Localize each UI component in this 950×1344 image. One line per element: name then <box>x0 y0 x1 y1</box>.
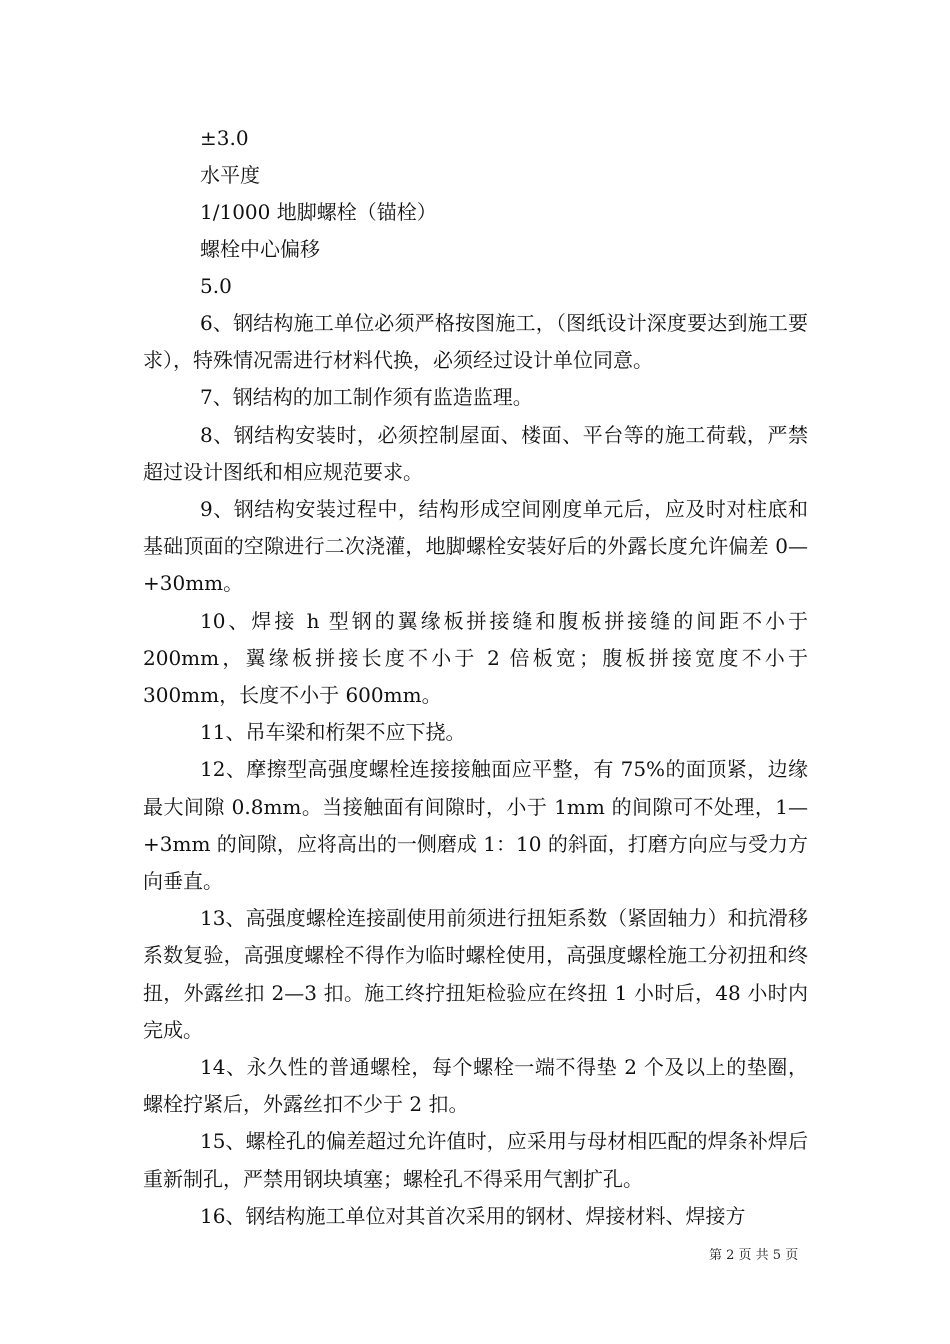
paragraph-9: 9、钢结构安装过程中，结构形成空间刚度单元后，应及时对柱底和基础顶面的空隙进行二次浇灌，地脚螺栓安装好后的外露长度允许偏差 0—+30mm。 <box>143 497 808 596</box>
paragraph-12: 12、摩擦型高强度螺栓连接接触面应平整，有 75%的面顶紧，边缘最大间隙 0.8mm。当接触面有间隙时，小于 1mm 的间隙可不处理，1—+3mm 的间隙，应将高出的一侧磨成 1：10 的斜面，打磨方向应与受力方向垂直。 <box>143 757 808 894</box>
table-cell-bolt-offset: 螺栓中心偏移 <box>200 237 320 261</box>
paragraph-7: 7、钢结构的加工制作须有监造监理。 <box>200 385 533 410</box>
table-cell-levelness: 水平度 <box>200 163 260 187</box>
paragraph-16: 16、钢结构施工单位对其首次采用的钢材、焊接材料、焊接方 <box>200 1203 746 1228</box>
paragraph-10: 10、焊接 h 型钢的翼缘板拼接缝和腹板拼接缝的间距不小于 200mm，翼缘板拼接长度不小于 2 倍板宽；腹板拼接宽度不小于 300mm，长度不小于 600mm。 <box>143 608 808 708</box>
page-number-footer: 第 2 页 共 5 页 <box>709 1248 799 1263</box>
page-body <box>143 120 808 1235</box>
paragraph-6: 6、钢结构施工单位必须严格按图施工，（图纸设计深度要达到施工要求），特殊情况需进行材料代换，必须经过设计单位同意。 <box>143 311 808 373</box>
paragraph-8: 8、钢结构安装时，必须控制屋面、楼面、平台等的施工荷载，严禁超过设计图纸和相应规范要求。 <box>143 422 808 484</box>
paragraph-14: 14、永久性的普通螺栓，每个螺栓一端不得垫 2 个及以上的垫圈，螺栓拧紧后，外露丝扣不少于 2 扣。 <box>143 1055 808 1117</box>
paragraph-11: 11、吊车梁和桁架不应下挠。 <box>200 720 466 745</box>
table-cell-tolerance: ±3.0 <box>200 126 249 150</box>
table-cell-anchor-bolt: 1/1000 地脚螺栓（锚栓） <box>200 200 437 224</box>
paragraph-15: 15、螺栓孔的偏差超过允许值时，应采用与母材相匹配的焊条补焊后重新制孔，严禁用钢块填塞；螺栓孔不得采用气割扩孔。 <box>143 1129 808 1191</box>
table-cell-offset-value: 5.0 <box>200 274 232 298</box>
paragraph-13: 13、高强度螺栓连接副使用前须进行扭矩系数（紧固轴力）和抗滑移系数复验，高强度螺栓不得作为临时螺栓使用，高强度螺栓施工分初扭和终扭，外露丝扣 2—3 扣。施工终拧扭矩检验应在终扭 1 小时后，48 小时内完成。 <box>143 906 808 1042</box>
